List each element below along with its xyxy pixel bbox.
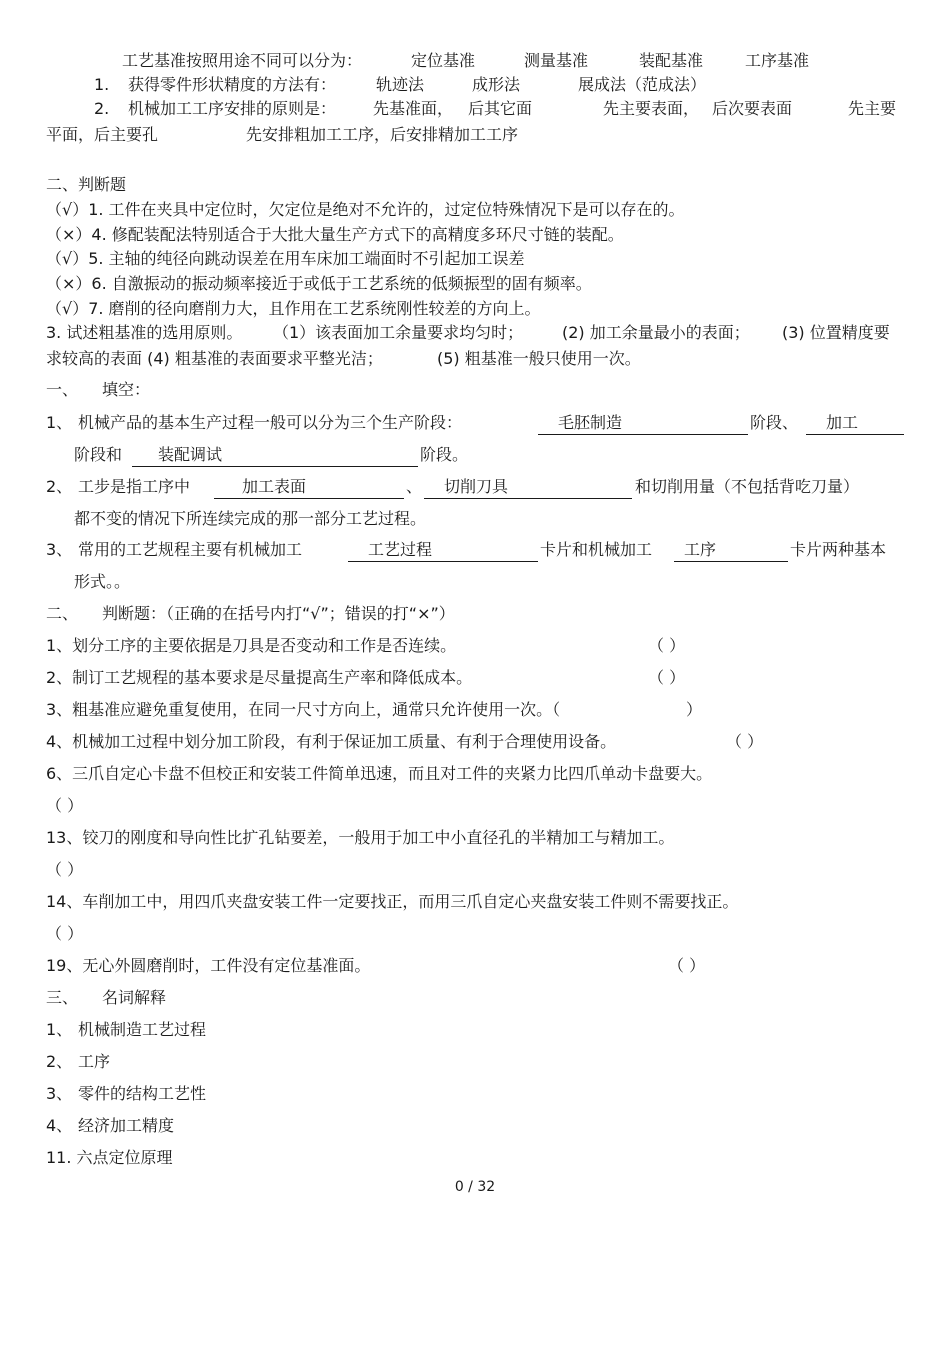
text-segment: 先主要 [848, 99, 897, 118]
text-segment: 展成法（范成法） [578, 75, 707, 94]
text-segment: (2) 加工余量最小的表面； [562, 323, 750, 342]
text-segment: 装配基准 [639, 51, 704, 70]
text-segment: 阶段。 [420, 445, 469, 464]
text-segment: 先主要表面， [603, 99, 700, 118]
text-segment: 获得零件形状精度的方法有： [128, 75, 337, 94]
text-segment: 成形法 [472, 75, 521, 94]
text-segment: 工步是指工序中 [78, 477, 191, 496]
text-segment: (5) 粗基准一般只使用一次。 [437, 349, 641, 368]
text-segment: 机械产品的基本生产过程一般可以分为三个生产阶段： [78, 413, 463, 432]
text-segment: 后次要表面 [712, 99, 793, 118]
text-segment: 3. 试述粗基准的选用原则。 [46, 323, 243, 342]
text-segment: 常用的工艺规程主要有机械加工 [78, 540, 303, 559]
list-number: 1. [94, 75, 110, 94]
fill-blank-answer: 工艺过程 [348, 539, 538, 562]
text-segment: 先安排粗加工工序，后安排精加工工序 [246, 125, 519, 144]
text-segment: 卡片两种基本 [790, 540, 887, 559]
answer-bracket: （ ） [648, 636, 686, 655]
fill-blank-answer: 毛胚制造 [538, 412, 748, 435]
answer-bracket: （ ） [648, 668, 686, 687]
answer-bracket: （ ） [668, 956, 706, 975]
fill-blank-answer: 切削刀具 [424, 476, 632, 499]
text-segment: 卡片和机械加工 [540, 540, 653, 559]
text-segment: 机械加工工序安排的原则是： [128, 99, 337, 118]
text-segment: 阶段和 [74, 445, 123, 464]
text-segment: （1）该表面加工余量要求均匀时； [273, 323, 524, 342]
answer-bracket: （ ） [726, 732, 764, 751]
text-segment: 测量基准 [524, 51, 589, 70]
text-segment: 工艺基准按照用途不同可以分为： [122, 51, 363, 70]
fill-blank-answer: 加工表面 [214, 476, 404, 499]
text-segment: 工序基准 [745, 51, 810, 70]
text-segment: 阶段、 [750, 413, 799, 432]
fill-blank-answer: 工序 [674, 539, 788, 562]
list-number: 2、 [46, 477, 73, 496]
text-segment: 和切削用量（不包括背吃刀量） [635, 477, 860, 496]
list-number: 1、 [46, 413, 73, 432]
page-number: 0 / 32 [454, 1179, 496, 1195]
text-segment: 求较高的表面 (4) 粗基准的表面要求平整光洁； [46, 349, 383, 368]
text-segment: 轨迹法 [376, 75, 425, 94]
fill-blank-answer: 装配调试 [132, 444, 418, 467]
text-segment: 、 [406, 477, 423, 496]
text-segment: 先基准面， [373, 99, 454, 118]
list-number: 2. [94, 99, 110, 118]
list-number: 3、 [46, 540, 73, 559]
text-segment: 平面，后主要孔 [46, 125, 159, 144]
fill-blank-answer: 加工 [806, 412, 904, 435]
text-segment: 后其它面 [468, 99, 533, 118]
answer-bracket: ） [686, 700, 703, 719]
text-segment: (3) 位置精度要 [782, 323, 890, 342]
text-segment: 定位基准 [411, 51, 476, 70]
